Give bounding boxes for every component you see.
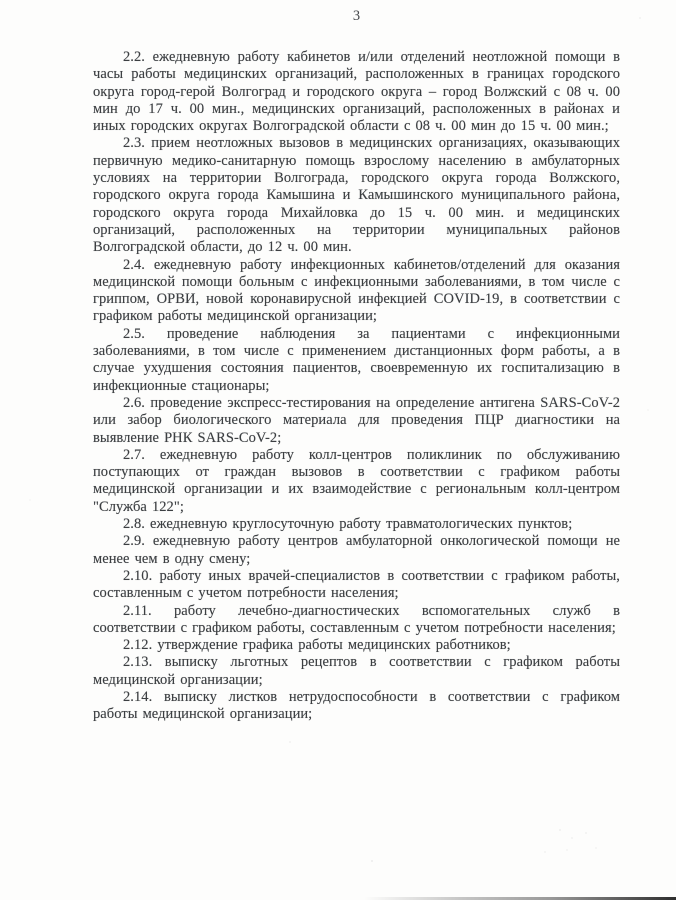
paragraph-2-8: 2.8. ежедневную круглосуточную работу травматологических пунктов; [123,516,573,533]
document-body [93,49,620,724]
paragraph-2-11: 2.11. работу лечебно-диагностических вспомогательных служб в соответствии с графиком работы, составленным с учетом потребности населения; [93,602,620,636]
paragraph-2-7: 2.7. ежедневную работу колл-центров поликлиник по обслуживанию поступающих от граждан вызовов в соответствии с графиком работы медицинской организации и их взаимодействие с региональным колл-центром "Служба 122"; [93,446,620,515]
paragraph-2-14: 2.14. выписку листков нетрудоспособности в соответствии с графиком работы медицинской организации; [93,688,620,723]
paragraph-2-13: 2.13. выписку льготных рецептов в соответствии с графиком работы медицинской организации; [93,654,620,688]
paragraph-2-10: 2.10. работу иных врачей-специалистов в соответствии с графиком работы, составленным с учетом потребности населения; [93,567,620,602]
scan-noise-smudge [552,824,598,858]
paragraph-2-9: 2.9. ежедневную работу центров амбулаторной онкологической помощи не менее чем в одну смену; [93,533,620,567]
page-number: 3 [352,8,361,24]
paragraph-2-5: 2.5. проведение наблюдения за пациентами с инфекционными заболеваниями, в том числе с применением дистанционных форм работы, а в случае ухудшения состояния пациентов, своевременную их госпитализацию в инфекционные стационары; [93,325,620,394]
paragraph-2-4: 2.4. ежедневную работу инфекционных кабинетов/отделений для оказания медицинской помощи больным с инфекционными заболеваниями, в том числе с гриппом, ОРВИ, новой коронавирусной инфекцией COVID-19, в соответствии с графиком работы медицинской организации; [93,256,620,325]
paragraph-2-2: 2.2. ежедневную работу кабинетов и/или отделений неотложной помощи в часы работы медицинских организаций, расположенных в границах городского округа город-герой Волгоград и городского округа – город Волжский с 08 ч. 00 мин до 17 ч. 00 мин., медицинских организаций, расположенных в районах и иных городских округах Волгоградской области с 08 ч. 00 мин до 15 ч. 00 мин.; [93,49,620,135]
paragraph-2-3: 2.3. прием неотложных вызовов в медицинских организациях, оказывающих первичную медико-санитарную помощь взрослому населению в амбулаторных условиях на территории Волгограда, городского округа города Волжского, городского округа города Камышина и Камышинского муниципального района, городского округа города Михайловка до 15 ч. 00 мин. и медицинских организаций, расположенных на территории муниципальных районов Волгоградской области, до 12 ч. 00 мин. [93,135,620,256]
paragraph-2-6: 2.6. проведение экспресс-тестирования на определение антигена SARS-CoV-2 или забор биологического материала для проведения ПЦР диагностики на выявление РНК SARS-CoV-2; [93,394,620,446]
paragraph-2-12: 2.12. утверждение графика работы медицинских работников; [123,637,511,654]
